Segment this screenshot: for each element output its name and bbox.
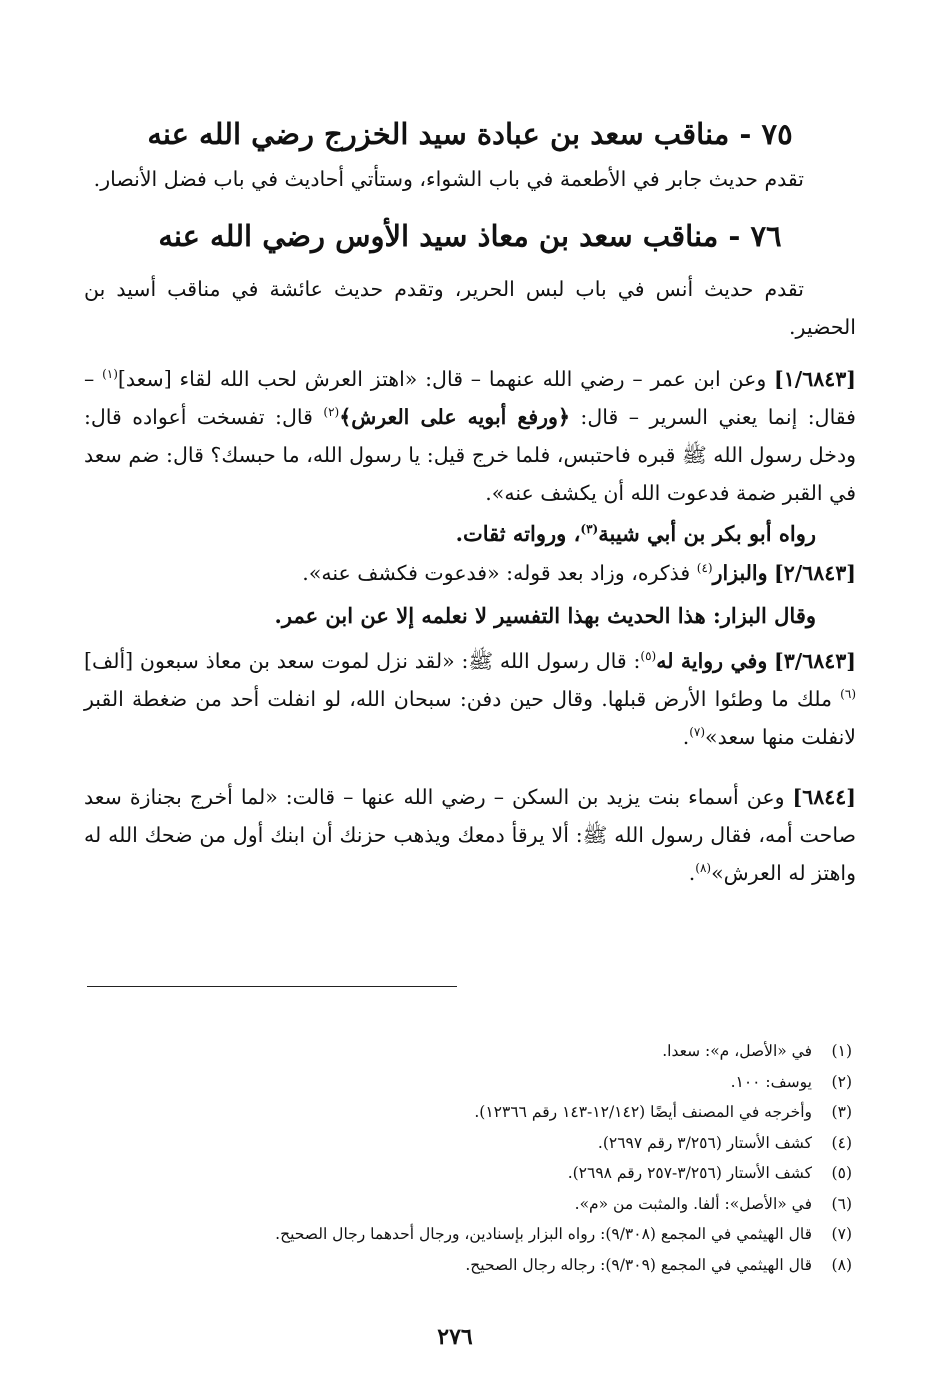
footnote-text: قال الهيثمي في المجمع (٩/٣٠٩): رجاله رجال الصحيح. — [465, 1255, 812, 1274]
footnote — [84, 1219, 852, 1250]
footnote-text: كشف الأستار (٣/٢٥٦ رقم ٢٦٩٧). — [597, 1133, 812, 1152]
footnote — [84, 1067, 852, 1098]
hadith-text: . — [682, 725, 690, 749]
bazzar-note: وقال البزار: هذا الحديث بهذا التفسير لا نعلمه إلا عن ابن عمر. — [274, 603, 816, 628]
footnote-text: في «الأصل، م»: سعدا. — [662, 1042, 812, 1060]
hadith-text: قال: تفسخت أعواده قال: ودخل رسول الله ﷺ قبره فاحتبس، فلما خرج قيل: يا رسول الله، ما حبسك؟ قال: ضم سعد في القبر ضمة فدعوت الله أن يكشف عنه». — [84, 405, 856, 505]
note-text: ، ورواته ثقات. — [455, 521, 581, 546]
footnote-text: وأخرجه في المصنف أيضًا (١٢/١٤٢-١٤٣ رقم ١٢٣٦٦). — [474, 1103, 812, 1121]
footnote-number: (٦) — [831, 1194, 852, 1213]
footnote-ref: (٣) — [580, 522, 599, 536]
footnote-number: (٥) — [831, 1164, 852, 1182]
footnote-number: (١) — [831, 1042, 852, 1060]
footnote-ref: (٦) — [840, 687, 856, 702]
footnote-ref: (٧) — [689, 725, 706, 740]
footnote — [84, 1158, 852, 1189]
hadith-6843-1 — [84, 360, 856, 512]
page-number: ٢٧٦ — [437, 1324, 473, 1350]
section-heading-75: ٧٥ - مناقب سعد بن عبادة سيد الخزرج رضي الله عنه — [147, 117, 793, 151]
section-intro-75: تقدم حديث جابر في الأطعمة في باب الشواء، وستأتي أحاديث في باب فضل الأنصار. — [93, 167, 804, 191]
hadith-6843-2 — [84, 554, 856, 592]
footnote-divider — [87, 986, 457, 987]
footnote-text: يوسف: ١٠٠. — [730, 1072, 812, 1091]
footnote — [84, 1097, 852, 1128]
footnotes — [84, 1036, 852, 1280]
footnote-number: (٤) — [831, 1133, 852, 1152]
hadith-text: فذكره، وزاد بعد قوله: «فدعوت فكشف عنه». — [302, 561, 691, 585]
footnote — [84, 1036, 852, 1067]
section-heading-76: ٧٦ - مناقب سعد بن معاذ سيد الأوس رضي الله عنه — [158, 219, 782, 253]
narrator-note — [84, 514, 856, 554]
footnote-ref: (٢) — [323, 405, 340, 420]
section-intro-76: تقدم حديث أنس في باب لبس الحرير، وتقدم حديث عائشة في مناقب أسيد بن الحضير. — [84, 277, 856, 339]
hadith-text: وعن ابن عمر – رضي الله عنهما – قال: «اهتز العرش لحب الله لقاء [سعد] — [117, 367, 767, 391]
footnote-number: (٣) — [831, 1103, 852, 1121]
hadith-text: وعن أسماء بنت يزيد بن السكن – رضي الله عنها – قالت: «لما أخرج بجنازة سعد صاحت أمه، فقال رسول الله ﷺ: ألا يرقأ دمعك ويذهب حزنك أن ابنك أول من ضحك الله له واهتز له العرش» — [84, 785, 856, 885]
hadith-6843-3 — [84, 642, 856, 756]
hadith-number: [٦٨٤٤] — [792, 785, 856, 809]
footnote-number: (٧) — [831, 1225, 852, 1243]
footnote-text: كشف الأستار (٣/٢٥٦-٢٥٧ رقم ٢٦٩٨). — [567, 1164, 812, 1182]
note-text: رواه أبو بكر بن أبي شيبة — [598, 521, 816, 546]
hadith-text: – فقال: إنما يعني السرير – قال: — [84, 367, 856, 429]
hadith-source: والبزار — [712, 561, 768, 585]
footnote-ref: (١) — [102, 367, 118, 382]
footnote-number: (٨) — [831, 1255, 852, 1274]
hadith-text: ملك ما وطئوا الأرض قبلها. وقال حين دفن: سبحان الله، لو انفلت أحد من ضغطة القبر لانفلت منها سعد» — [84, 687, 856, 749]
footnote — [84, 1189, 852, 1220]
footnote-ref: (٨) — [695, 861, 712, 876]
footnote-number: (٢) — [831, 1072, 852, 1091]
hadith-6844 — [84, 778, 856, 892]
hadith-source: وفي رواية له — [656, 649, 768, 673]
footnote — [84, 1250, 852, 1281]
hadith-number: [١/٦٨٤٣] — [774, 367, 856, 391]
footnote-text: في «الأصل»: ألفا. والمثبت من «م». — [574, 1194, 812, 1213]
footnote — [84, 1128, 852, 1159]
quran-verse: ﴿ورفع أبويه على العرش﴾ — [339, 405, 570, 429]
footnote-ref: (٥) — [640, 649, 657, 664]
hadith-text: . — [688, 861, 696, 885]
hadith-number: [٢/٦٨٤٣] — [774, 561, 856, 585]
book-page — [84, 104, 856, 1374]
footnote-ref: (٤) — [696, 561, 713, 576]
hadith-text: : قال رسول الله ﷺ: «لقد نزل لموت سعد بن معاذ سبعون [ألف] — [84, 649, 641, 673]
hadith-number: [٣/٦٨٤٣] — [774, 649, 856, 673]
footnote-text: قال الهيثمي في المجمع (٩/٣٠٨): رواه البزار بإسنادين، ورجال أحدهما رجال الصحيح. — [275, 1225, 812, 1243]
